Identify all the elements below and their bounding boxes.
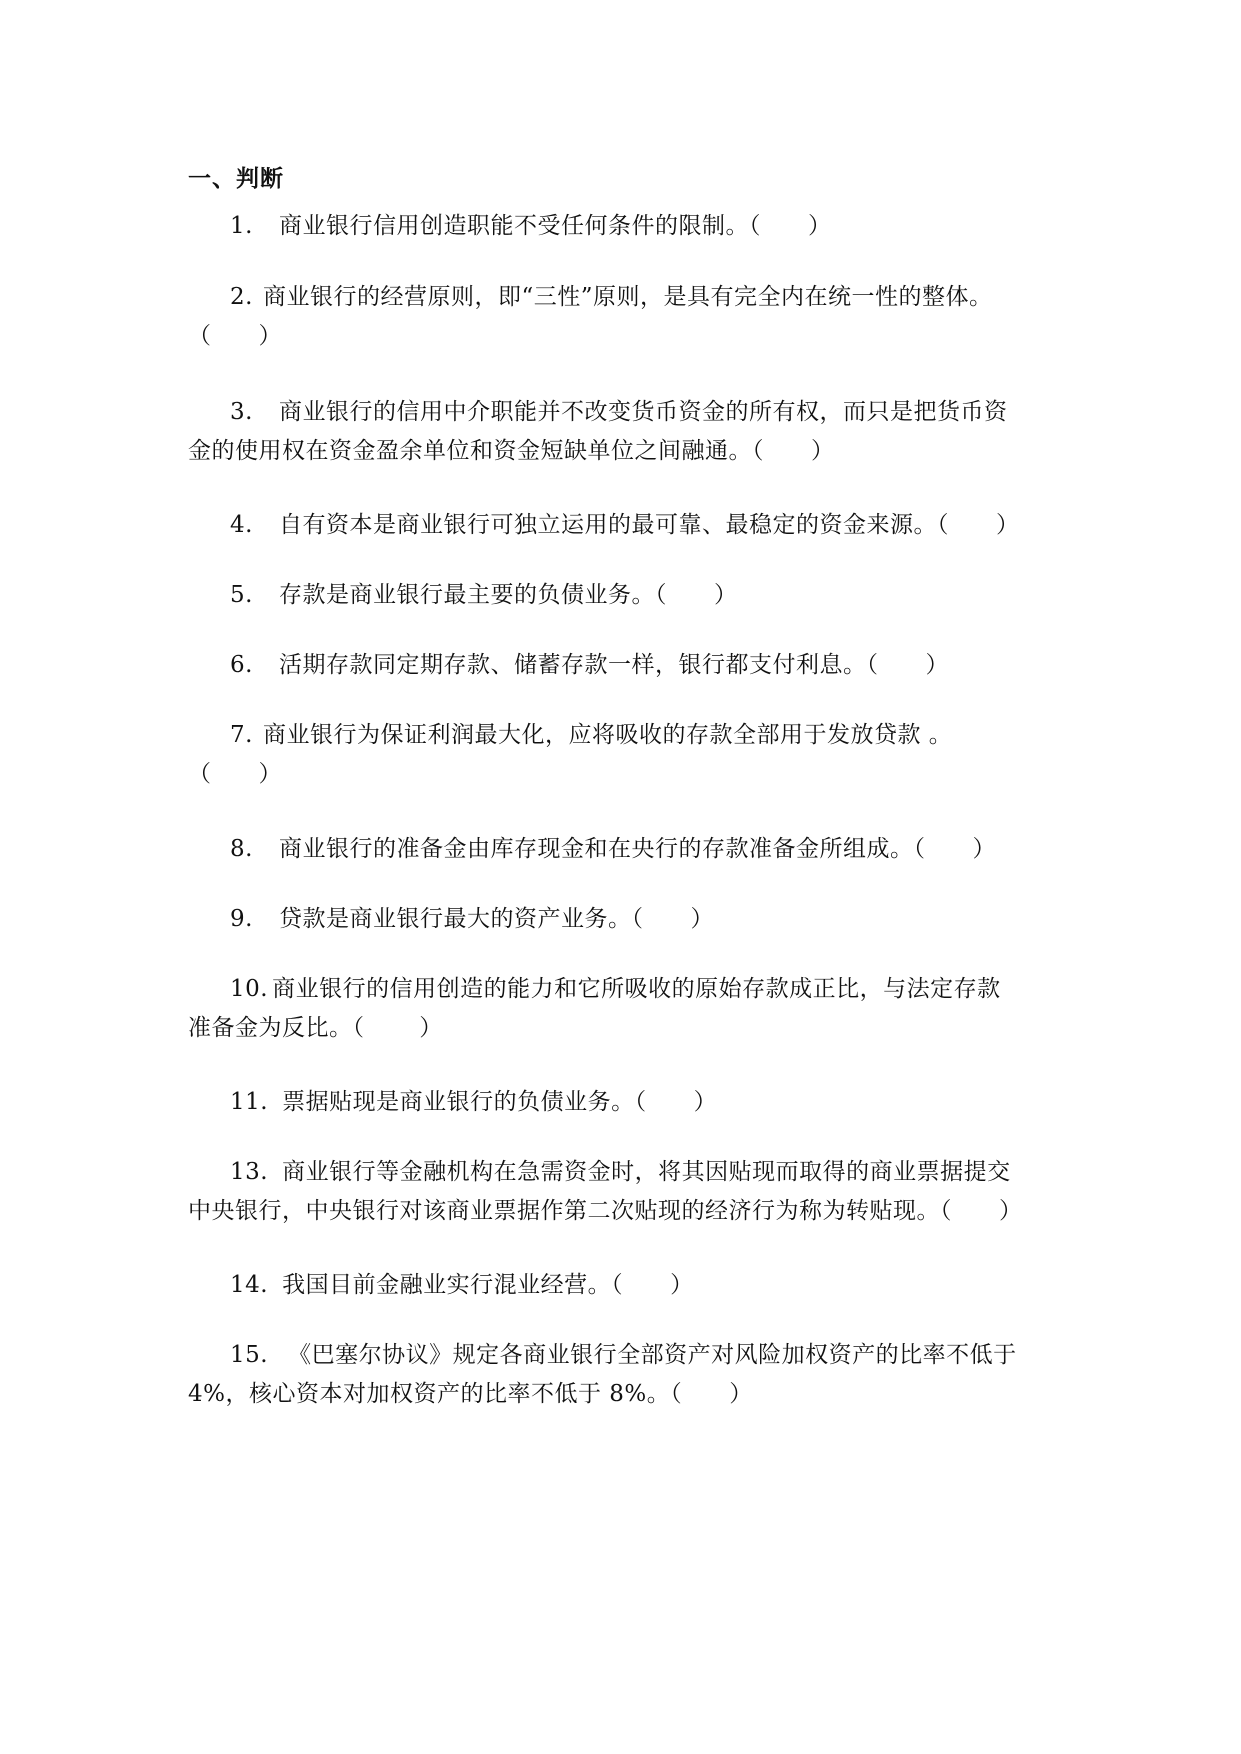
question-item [188, 278, 1068, 356]
question-number: 13. [230, 1159, 269, 1185]
question-item [188, 646, 1068, 685]
question-item [188, 207, 1068, 246]
question-text-continued: 中央银行，中央银行对该商业票据作第二次贴现的经济行为称为转贴现。（ ） [188, 1198, 1023, 1224]
question-text: 《巴塞尔协议》规定各商业银行全部资产对风险加权资产的比率不低于 [288, 1342, 1017, 1368]
question-text: 商业银行的准备金由库存现金和在央行的存款准备金所组成。（ ） [278, 836, 996, 862]
question-number: 9. [230, 906, 253, 932]
section-title: 一、判断 [188, 166, 284, 192]
question-item [188, 900, 1068, 939]
question-item [188, 1083, 1068, 1122]
question-item [188, 576, 1068, 615]
question-text-continued: （ ） [188, 323, 282, 349]
question-number: 15. [230, 1342, 269, 1368]
question-text-continued: 4%，核心资本对加权资产的比率不低于 8%。（ ） [188, 1381, 753, 1407]
question-text: 贷款是商业银行最大的资产业务。（ ） [278, 906, 714, 932]
question-text: 商业银行的信用创造的能力和它所吸收的原始存款成正比，与法定存款 [272, 976, 1001, 1002]
question-text: 商业银行等金融机构在急需资金时，将其因贴现而取得的商业票据提交 [282, 1159, 1011, 1185]
question-item [188, 506, 1068, 545]
question-number: 7. [230, 722, 253, 748]
question-text-continued: （ ） [188, 761, 282, 787]
question-number: 10. [230, 976, 269, 1002]
question-text: 商业银行的信用中介职能并不改变货币资金的所有权，而只是把货币资 [278, 399, 1008, 425]
question-number: 8. [230, 836, 253, 862]
question-number: 4. [230, 512, 253, 538]
question-text: 票据贴现是商业银行的负债业务。（ ） [282, 1089, 718, 1115]
question-number: 14. [230, 1272, 269, 1298]
question-item [188, 970, 1068, 1048]
question-item [188, 1153, 1068, 1231]
question-number: 5. [230, 582, 253, 608]
question-text-continued: 准备金为反比。（ ） [188, 1015, 443, 1041]
question-item [188, 716, 1068, 794]
question-text: 自有资本是商业银行可独立运用的最可靠、最稳定的资金来源。（ ） [278, 512, 1020, 538]
question-item [188, 1266, 1068, 1305]
question-number: 11. [230, 1089, 269, 1115]
question-text: 活期存款同定期存款、储蓄存款一样，银行都支付利息。（ ） [278, 652, 949, 678]
question-text: 我国目前金融业实行混业经营。（ ） [282, 1272, 694, 1298]
question-text: 商业银行信用创造职能不受任何条件的限制。（ ） [278, 213, 832, 239]
question-text: 商业银行的经营原则，即“三性”原则，是具有完全内在统一性的整体。 [262, 284, 993, 310]
question-number: 1. [230, 213, 253, 239]
question-text: 商业银行为保证利润最大化，应将吸收的存款全部用于发放贷款 。 [262, 722, 953, 748]
question-number: 6. [230, 652, 253, 678]
question-text-continued: 金的使用权在资金盈余单位和资金短缺单位之间融通。（ ） [188, 438, 835, 464]
question-item [188, 830, 1068, 869]
question-number: 2. [230, 284, 253, 310]
question-item [188, 393, 1068, 471]
question-item [188, 1336, 1068, 1414]
question-number: 3. [230, 399, 253, 425]
question-text: 存款是商业银行最主要的负债业务。（ ） [278, 582, 738, 608]
